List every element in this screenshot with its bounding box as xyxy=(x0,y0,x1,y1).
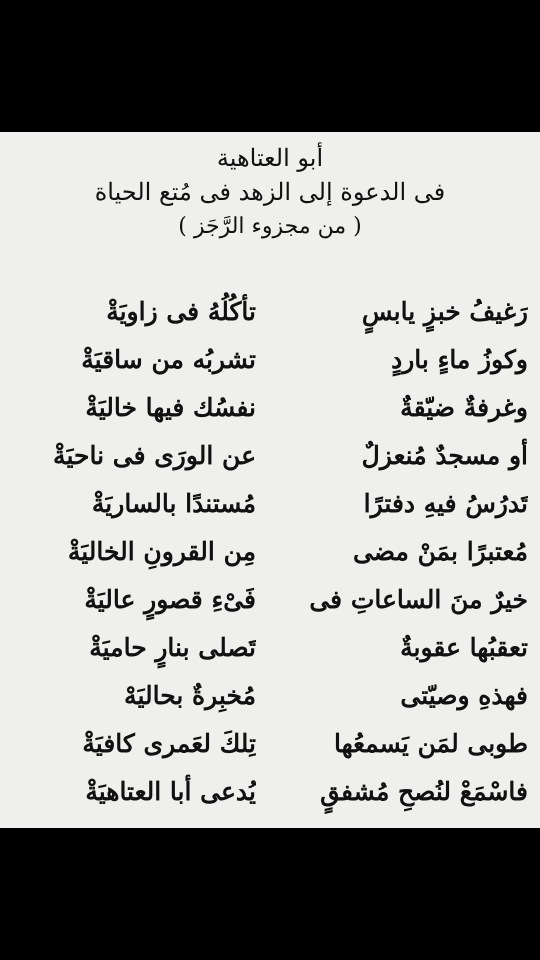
verse-3 xyxy=(0,386,540,430)
verse-1-second-hemistich: تأكُلُهُ فى زاويَةْ xyxy=(106,297,256,326)
verse-2-first-hemistich: وكوزُ ماءٍ باردٍ xyxy=(391,345,528,374)
verse-6 xyxy=(0,530,540,574)
verse-8-second-hemistich: تَصلى بنارٍ حاميَةْ xyxy=(89,633,256,662)
verse-11 xyxy=(0,770,540,814)
poem-page xyxy=(0,132,540,828)
verse-10-first-hemistich: طوبى لمَن يَسمعُها xyxy=(333,729,528,758)
verse-11-second-hemistich: يُدعى أبا العتاهيَةْ xyxy=(85,777,256,806)
verse-5-second-hemistich: مُستندًا بالساريَةْ xyxy=(91,489,256,518)
poem-meter: ( من مجزوء الرَّجَز ) xyxy=(178,214,362,239)
verse-5-first-hemistich: تَدرُسُ فيهِ دفترًا xyxy=(363,489,528,518)
verse-2-second-hemistich: تشربُه من ساقيَةْ xyxy=(81,345,256,374)
verse-4-first-hemistich: أو مسجدٌ مُنعزلٌ xyxy=(361,441,528,470)
verse-5 xyxy=(0,482,540,526)
verse-1-first-hemistich: رَغيفُ خبزٍ يابسٍ xyxy=(361,297,528,326)
verse-9 xyxy=(0,674,540,718)
verse-7-first-hemistich: خيرٌ منَ الساعاتِ فى xyxy=(309,585,528,614)
verse-1 xyxy=(0,290,540,334)
verse-6-first-hemistich: مُعتبرًا بمَنْ مضى xyxy=(352,537,528,566)
verse-8-first-hemistich: تعقبُها عقوبةٌ xyxy=(400,633,528,662)
poem-subtitle: فى الدعوة إلى الزهد فى مُتع الحياة xyxy=(94,178,446,206)
verse-11-first-hemistich: فاسْمَعْ لنُصحِ مُشفقٍ xyxy=(320,777,528,806)
verse-7 xyxy=(0,578,540,622)
verse-10-second-hemistich: تِلكَ لعَمرى كافيَةْ xyxy=(82,729,256,758)
verse-7-second-hemistich: فَىْءِ قصورٍ عاليَةْ xyxy=(84,585,256,614)
verse-8 xyxy=(0,626,540,670)
verse-list xyxy=(0,290,540,818)
verse-3-second-hemistich: نفسُك فيها خاليَةْ xyxy=(85,393,256,422)
verse-4-second-hemistich: عن الورَى فى ناحيَةْ xyxy=(53,441,256,470)
verse-4 xyxy=(0,434,540,478)
verse-9-second-hemistich: مُخبِرةٌ بحاليَهْ xyxy=(124,681,256,710)
poet-name: أبو العتاهية xyxy=(216,144,324,172)
verse-9-first-hemistich: فهذهِ وصيّتى xyxy=(400,681,528,710)
verse-10 xyxy=(0,722,540,766)
verse-2 xyxy=(0,338,540,382)
verse-6-second-hemistich: مِن القرونِ الخاليَةْ xyxy=(67,537,256,566)
verse-3-first-hemistich: وغرفةٌ ضيّقةٌ xyxy=(400,393,528,422)
